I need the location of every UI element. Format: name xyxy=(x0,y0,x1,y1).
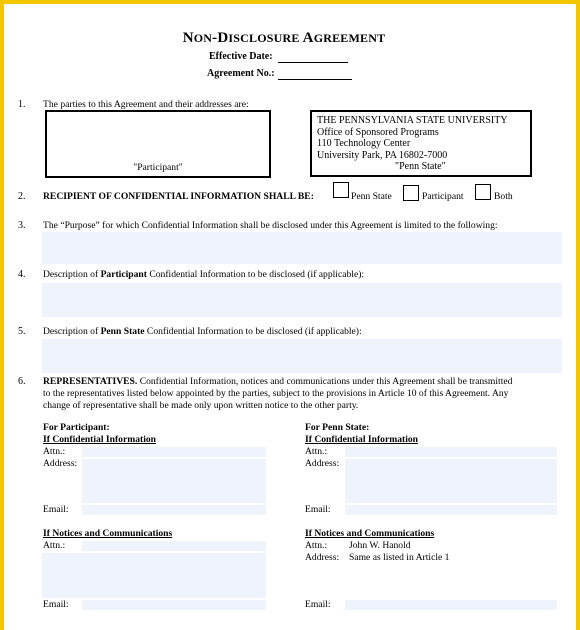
option-participant-label: Participant xyxy=(422,191,464,202)
section-3-text: The “Purpose” for which Confidential Information shall be disclosed under this Agreement is limited to the following: xyxy=(43,220,498,231)
section-2-text: RECIPIENT OF CONFIDENTIAL INFORMATION SHALL BE: xyxy=(43,191,314,202)
effective-date-field[interactable] xyxy=(278,62,348,63)
participant-notices-address-field[interactable] xyxy=(42,553,266,598)
pennstate-notices-email-field[interactable] xyxy=(345,600,557,610)
participant-conf-address-field[interactable] xyxy=(82,459,266,503)
document-page xyxy=(4,4,576,630)
pennstate-conf-attn-label: Attn.: xyxy=(305,446,328,457)
participant-conf-heading: If Confidential Information xyxy=(43,434,156,445)
document-title: NON-DISCLOSURE AGREEMENT xyxy=(182,30,386,46)
participant-conf-attn-label: Attn.: xyxy=(43,446,66,457)
section-3-number: 3. xyxy=(18,220,26,231)
section-5-text: Description of Penn State Confidential Information to be disclosed (if applicable): xyxy=(43,326,362,337)
participant-notices-attn-label: Attn.: xyxy=(43,540,66,551)
section-6-line-1: REPRESENTATIVES. Confidential Information, notices and communications under this Agreement shall be transmitted xyxy=(43,376,513,387)
participant-notices-attn-field[interactable] xyxy=(82,541,266,551)
participant-heading: For Participant: xyxy=(43,422,110,433)
section-4-text: Description of Participant Confidential Information to be disclosed (if applicable): xyxy=(43,269,365,280)
psu-line-3: 110 Technology Center xyxy=(317,138,411,149)
participant-conf-attn-field[interactable] xyxy=(82,447,266,457)
pennstate-conf-heading: If Confidential Information xyxy=(305,434,418,445)
pennstate-conf-email-label: Email: xyxy=(305,504,331,515)
section-2-number: 2. xyxy=(18,191,26,202)
participant-address-box[interactable] xyxy=(45,110,271,178)
section-6-line-3: change of representative shall be made only upon written notice to the other party. xyxy=(43,400,359,411)
pennstate-notices-address-label: Address: xyxy=(305,552,340,563)
participant-info-field[interactable] xyxy=(42,283,562,317)
purpose-field[interactable] xyxy=(42,232,562,264)
effective-date-label: Effective Date: xyxy=(209,51,273,62)
participant-label: "Participant" xyxy=(133,162,183,173)
checkbox-penn-state[interactable] xyxy=(333,182,349,198)
pennstate-label: "Penn State" xyxy=(395,161,446,172)
pennstate-notices-email-label: Email: xyxy=(305,599,331,610)
psu-line-2: Office of Sponsored Programs xyxy=(317,126,439,138)
pennstate-notices-address-value: Same as listed in Article 1 xyxy=(349,552,450,563)
pennstate-conf-email-field[interactable] xyxy=(345,505,557,515)
pennstate-info-field[interactable] xyxy=(42,339,562,373)
section-1-text: The parties to this Agreement and their addresses are: xyxy=(43,99,249,110)
participant-notices-email-label: Email: xyxy=(43,599,69,610)
checkbox-participant[interactable] xyxy=(403,185,419,201)
psu-line-1: THE PENNSYLVANIA STATE UNIVERSITY xyxy=(317,115,508,126)
participant-notices-heading: If Notices and Communications xyxy=(43,528,173,539)
pennstate-notices-heading: If Notices and Communications xyxy=(305,528,435,539)
section-6-line-2: to the representatives listed below appointed by the parties, subject to the provisions in Article 10 of this Agreement. Any xyxy=(43,388,509,399)
agreement-no-field[interactable] xyxy=(278,79,352,80)
pennstate-conf-address-label: Address: xyxy=(305,458,340,469)
checkbox-both[interactable] xyxy=(475,184,491,200)
pennstate-heading: For Penn State: xyxy=(305,422,370,433)
section-6-number: 6. xyxy=(18,376,26,387)
pennstate-notices-attn-label: Attn.: xyxy=(305,540,328,551)
agreement-no-label: Agreement No.: xyxy=(207,68,275,79)
participant-conf-email-label: Email: xyxy=(43,504,69,515)
participant-conf-email-field[interactable] xyxy=(82,505,266,515)
option-penn-state-label: Penn State xyxy=(351,191,392,202)
option-both-label: Both xyxy=(494,191,513,202)
participant-notices-email-field[interactable] xyxy=(82,600,266,610)
pennstate-notices-attn-value: John W. Hanold xyxy=(349,540,411,551)
pennstate-conf-address-field[interactable] xyxy=(345,459,557,503)
section-5-number: 5. xyxy=(18,326,26,337)
section-4-number: 4. xyxy=(18,269,26,280)
pennstate-address-box xyxy=(310,110,532,177)
psu-line-4: University Park, PA 16802-7000 xyxy=(317,149,448,161)
participant-conf-address-label: Address: xyxy=(43,458,78,469)
section-1-number: 1. xyxy=(18,99,26,110)
pennstate-conf-attn-field[interactable] xyxy=(345,447,557,457)
